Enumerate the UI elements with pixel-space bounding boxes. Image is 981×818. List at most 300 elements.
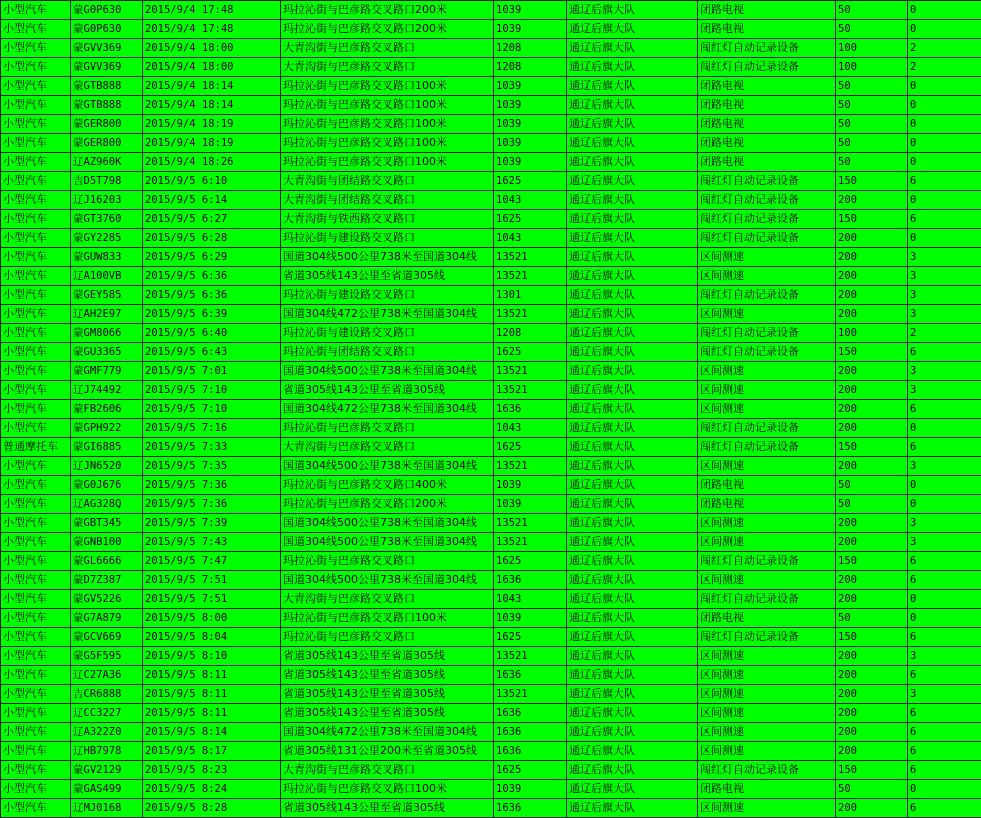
cell-department[interactable]: 通辽后旗大队 xyxy=(567,704,698,723)
cell-capture-device[interactable]: 闯红灯自动记录设备 xyxy=(698,628,836,647)
cell-department[interactable]: 通辽后旗大队 xyxy=(567,514,698,533)
cell-violation-time[interactable]: 2015/9/5 6:29 xyxy=(143,248,281,267)
cell-plate-number[interactable]: 吉CR6888 xyxy=(71,685,143,704)
cell-points[interactable]: 0 xyxy=(908,780,981,799)
cell-violation-code[interactable]: 1039 xyxy=(494,77,567,96)
cell-points[interactable]: 0 xyxy=(908,590,981,609)
cell-vehicle-type[interactable]: 小型汽车 xyxy=(1,115,71,134)
cell-points[interactable]: 2 xyxy=(908,58,981,77)
cell-capture-device[interactable]: 区间测速 xyxy=(698,799,836,818)
cell-vehicle-type[interactable]: 小型汽车 xyxy=(1,400,71,419)
cell-location[interactable]: 玛拉沁街与巴彦路交叉路口100米 xyxy=(281,134,494,153)
cell-violation-code[interactable]: 1625 xyxy=(494,210,567,229)
cell-violation-code[interactable]: 1039 xyxy=(494,96,567,115)
cell-points[interactable]: 3 xyxy=(908,267,981,286)
cell-fine-amount[interactable]: 150 xyxy=(836,628,908,647)
cell-capture-device[interactable]: 区间测速 xyxy=(698,571,836,590)
cell-location[interactable]: 省道305线143公里至省道305线 xyxy=(281,666,494,685)
cell-violation-code[interactable]: 1039 xyxy=(494,495,567,514)
cell-violation-time[interactable]: 2015/9/5 6:40 xyxy=(143,324,281,343)
cell-department[interactable]: 通辽后旗大队 xyxy=(567,628,698,647)
cell-vehicle-type[interactable]: 小型汽车 xyxy=(1,476,71,495)
cell-violation-code[interactable]: 1039 xyxy=(494,476,567,495)
cell-vehicle-type[interactable]: 小型汽车 xyxy=(1,552,71,571)
cell-fine-amount[interactable]: 200 xyxy=(836,305,908,324)
cell-location[interactable]: 国道304线472公里738米至国道304线 xyxy=(281,400,494,419)
cell-department[interactable]: 通辽后旗大队 xyxy=(567,590,698,609)
cell-plate-number[interactable]: 蒙GMF779 xyxy=(71,362,143,381)
cell-plate-number[interactable]: 蒙GEY585 xyxy=(71,286,143,305)
cell-capture-device[interactable]: 闭路电视 xyxy=(698,609,836,628)
cell-fine-amount[interactable]: 50 xyxy=(836,609,908,628)
cell-violation-time[interactable]: 2015/9/5 6:14 xyxy=(143,191,281,210)
cell-violation-code[interactable]: 1636 xyxy=(494,742,567,761)
cell-points[interactable]: 6 xyxy=(908,343,981,362)
cell-violation-time[interactable]: 2015/9/5 7:16 xyxy=(143,419,281,438)
cell-location[interactable]: 国道304线500公里738米至国道304线 xyxy=(281,533,494,552)
cell-location[interactable]: 大青沟街与巴彦路交叉路口 xyxy=(281,58,494,77)
cell-location[interactable]: 省道305线143公里至省道305线 xyxy=(281,267,494,286)
cell-capture-device[interactable]: 闯红灯自动记录设备 xyxy=(698,58,836,77)
cell-plate-number[interactable]: 蒙GAS499 xyxy=(71,780,143,799)
cell-violation-code[interactable]: 1208 xyxy=(494,39,567,58)
cell-department[interactable]: 通辽后旗大队 xyxy=(567,799,698,818)
cell-violation-time[interactable]: 2015/9/5 8:04 xyxy=(143,628,281,647)
cell-points[interactable]: 0 xyxy=(908,134,981,153)
cell-vehicle-type[interactable]: 小型汽车 xyxy=(1,723,71,742)
cell-location[interactable]: 大青沟街与巴彦路交叉路口 xyxy=(281,438,494,457)
cell-department[interactable]: 通辽后旗大队 xyxy=(567,381,698,400)
cell-points[interactable]: 0 xyxy=(908,96,981,115)
cell-department[interactable]: 通辽后旗大队 xyxy=(567,609,698,628)
cell-plate-number[interactable]: 蒙FB2606 xyxy=(71,400,143,419)
cell-department[interactable]: 通辽后旗大队 xyxy=(567,647,698,666)
cell-violation-time[interactable]: 2015/9/5 8:14 xyxy=(143,723,281,742)
cell-location[interactable]: 省道305线143公里至省道305线 xyxy=(281,685,494,704)
cell-violation-time[interactable]: 2015/9/5 8:11 xyxy=(143,704,281,723)
cell-vehicle-type[interactable]: 小型汽车 xyxy=(1,229,71,248)
cell-vehicle-type[interactable]: 小型汽车 xyxy=(1,571,71,590)
cell-plate-number[interactable]: 蒙GUW833 xyxy=(71,248,143,267)
cell-location[interactable]: 玛拉沁街与建设路交叉路口 xyxy=(281,286,494,305)
cell-points[interactable]: 0 xyxy=(908,229,981,248)
cell-points[interactable]: 0 xyxy=(908,1,981,20)
cell-plate-number[interactable]: 蒙GM8066 xyxy=(71,324,143,343)
cell-violation-time[interactable]: 2015/9/4 18:19 xyxy=(143,134,281,153)
cell-fine-amount[interactable]: 150 xyxy=(836,552,908,571)
cell-points[interactable]: 6 xyxy=(908,742,981,761)
cell-vehicle-type[interactable]: 小型汽车 xyxy=(1,248,71,267)
cell-department[interactable]: 通辽后旗大队 xyxy=(567,210,698,229)
cell-plate-number[interactable]: 辽MJ0168 xyxy=(71,799,143,818)
cell-department[interactable]: 通辽后旗大队 xyxy=(567,533,698,552)
cell-plate-number[interactable]: 蒙GTB888 xyxy=(71,96,143,115)
cell-points[interactable]: 6 xyxy=(908,438,981,457)
cell-capture-device[interactable]: 闯红灯自动记录设备 xyxy=(698,210,836,229)
cell-vehicle-type[interactable]: 小型汽车 xyxy=(1,533,71,552)
cell-department[interactable]: 通辽后旗大队 xyxy=(567,419,698,438)
cell-violation-code[interactable]: 1039 xyxy=(494,20,567,39)
cell-points[interactable]: 3 xyxy=(908,647,981,666)
cell-violation-code[interactable]: 1625 xyxy=(494,761,567,780)
cell-vehicle-type[interactable]: 小型汽车 xyxy=(1,495,71,514)
cell-department[interactable]: 通辽后旗大队 xyxy=(567,552,698,571)
cell-vehicle-type[interactable]: 小型汽车 xyxy=(1,381,71,400)
cell-points[interactable]: 3 xyxy=(908,457,981,476)
cell-location[interactable]: 玛拉沁街与巴彦路交叉路口100米 xyxy=(281,77,494,96)
cell-fine-amount[interactable]: 200 xyxy=(836,799,908,818)
cell-vehicle-type[interactable]: 小型汽车 xyxy=(1,647,71,666)
cell-fine-amount[interactable]: 200 xyxy=(836,381,908,400)
cell-department[interactable]: 通辽后旗大队 xyxy=(567,248,698,267)
cell-department[interactable]: 通辽后旗大队 xyxy=(567,723,698,742)
cell-points[interactable]: 3 xyxy=(908,381,981,400)
cell-violation-code[interactable]: 1043 xyxy=(494,419,567,438)
cell-violation-time[interactable]: 2015/9/5 8:11 xyxy=(143,685,281,704)
cell-violation-code[interactable]: 1636 xyxy=(494,799,567,818)
cell-fine-amount[interactable]: 200 xyxy=(836,723,908,742)
cell-fine-amount[interactable]: 150 xyxy=(836,438,908,457)
cell-location[interactable]: 省道305线143公里至省道305线 xyxy=(281,647,494,666)
cell-department[interactable]: 通辽后旗大队 xyxy=(567,20,698,39)
cell-vehicle-type[interactable]: 小型汽车 xyxy=(1,457,71,476)
cell-fine-amount[interactable]: 50 xyxy=(836,476,908,495)
cell-plate-number[interactable]: 辽CC3227 xyxy=(71,704,143,723)
cell-capture-device[interactable]: 区间测速 xyxy=(698,533,836,552)
cell-department[interactable]: 通辽后旗大队 xyxy=(567,305,698,324)
cell-capture-device[interactable]: 闯红灯自动记录设备 xyxy=(698,590,836,609)
cell-department[interactable]: 通辽后旗大队 xyxy=(567,742,698,761)
cell-capture-device[interactable]: 闭路电视 xyxy=(698,780,836,799)
cell-violation-code[interactable]: 13521 xyxy=(494,647,567,666)
cell-fine-amount[interactable]: 150 xyxy=(836,761,908,780)
cell-violation-code[interactable]: 1636 xyxy=(494,400,567,419)
cell-department[interactable]: 通辽后旗大队 xyxy=(567,457,698,476)
cell-violation-code[interactable]: 1636 xyxy=(494,571,567,590)
cell-department[interactable]: 通辽后旗大队 xyxy=(567,495,698,514)
cell-vehicle-type[interactable]: 小型汽车 xyxy=(1,20,71,39)
cell-vehicle-type[interactable]: 小型汽车 xyxy=(1,362,71,381)
cell-capture-device[interactable]: 闯红灯自动记录设备 xyxy=(698,191,836,210)
cell-vehicle-type[interactable]: 小型汽车 xyxy=(1,514,71,533)
cell-location[interactable]: 大青沟街与巴彦路交叉路口 xyxy=(281,590,494,609)
cell-location[interactable]: 玛拉沁街与巴彦路交叉路口100米 xyxy=(281,115,494,134)
cell-points[interactable]: 6 xyxy=(908,552,981,571)
cell-location[interactable]: 玛拉沁街与巴彦路交叉路口100米 xyxy=(281,153,494,172)
cell-points[interactable]: 2 xyxy=(908,324,981,343)
cell-points[interactable]: 6 xyxy=(908,210,981,229)
cell-location[interactable]: 玛拉沁街与巴彦路交叉路口100米 xyxy=(281,609,494,628)
cell-vehicle-type[interactable]: 小型汽车 xyxy=(1,210,71,229)
cell-points[interactable]: 6 xyxy=(908,761,981,780)
cell-plate-number[interactable]: 吉D5T798 xyxy=(71,172,143,191)
cell-vehicle-type[interactable]: 小型汽车 xyxy=(1,267,71,286)
cell-plate-number[interactable]: 蒙GCV669 xyxy=(71,628,143,647)
cell-location[interactable]: 大青沟街与巴彦路交叉路口 xyxy=(281,761,494,780)
cell-capture-device[interactable]: 区间测速 xyxy=(698,457,836,476)
cell-vehicle-type[interactable]: 小型汽车 xyxy=(1,58,71,77)
cell-vehicle-type[interactable]: 小型汽车 xyxy=(1,96,71,115)
cell-plate-number[interactable]: 蒙GV5226 xyxy=(71,590,143,609)
cell-plate-number[interactable]: 蒙GER800 xyxy=(71,134,143,153)
cell-plate-number[interactable]: 辽AH2E97 xyxy=(71,305,143,324)
cell-fine-amount[interactable]: 150 xyxy=(836,172,908,191)
cell-fine-amount[interactable]: 200 xyxy=(836,267,908,286)
cell-department[interactable]: 通辽后旗大队 xyxy=(567,362,698,381)
cell-fine-amount[interactable]: 100 xyxy=(836,324,908,343)
cell-department[interactable]: 通辽后旗大队 xyxy=(567,761,698,780)
cell-violation-time[interactable]: 2015/9/5 8:23 xyxy=(143,761,281,780)
cell-violation-code[interactable]: 1301 xyxy=(494,286,567,305)
cell-violation-time[interactable]: 2015/9/5 6:39 xyxy=(143,305,281,324)
cell-violation-time[interactable]: 2015/9/5 6:10 xyxy=(143,172,281,191)
cell-fine-amount[interactable]: 200 xyxy=(836,248,908,267)
cell-fine-amount[interactable]: 200 xyxy=(836,229,908,248)
cell-plate-number[interactable]: 蒙G0J676 xyxy=(71,476,143,495)
cell-violation-time[interactable]: 2015/9/5 7:51 xyxy=(143,571,281,590)
cell-location[interactable]: 国道304线500公里738米至国道304线 xyxy=(281,248,494,267)
cell-violation-time[interactable]: 2015/9/5 7:10 xyxy=(143,400,281,419)
cell-fine-amount[interactable]: 200 xyxy=(836,704,908,723)
cell-department[interactable]: 通辽后旗大队 xyxy=(567,191,698,210)
cell-violation-code[interactable]: 13521 xyxy=(494,381,567,400)
cell-capture-device[interactable]: 闭路电视 xyxy=(698,134,836,153)
cell-location[interactable]: 省道305线143公里至省道305线 xyxy=(281,381,494,400)
cell-capture-device[interactable]: 闭路电视 xyxy=(698,77,836,96)
cell-vehicle-type[interactable]: 小型汽车 xyxy=(1,39,71,58)
cell-department[interactable]: 通辽后旗大队 xyxy=(567,153,698,172)
cell-department[interactable]: 通辽后旗大队 xyxy=(567,39,698,58)
cell-vehicle-type[interactable]: 普通摩托车 xyxy=(1,438,71,457)
cell-plate-number[interactable]: 辽J74492 xyxy=(71,381,143,400)
cell-points[interactable]: 6 xyxy=(908,666,981,685)
cell-location[interactable]: 玛拉沁街与建设路交叉路口 xyxy=(281,229,494,248)
cell-vehicle-type[interactable]: 小型汽车 xyxy=(1,324,71,343)
cell-department[interactable]: 通辽后旗大队 xyxy=(567,172,698,191)
cell-fine-amount[interactable]: 50 xyxy=(836,1,908,20)
cell-violation-code[interactable]: 1039 xyxy=(494,153,567,172)
cell-vehicle-type[interactable]: 小型汽车 xyxy=(1,191,71,210)
cell-plate-number[interactable]: 蒙GVV369 xyxy=(71,39,143,58)
cell-plate-number[interactable]: 蒙GBT345 xyxy=(71,514,143,533)
cell-capture-device[interactable]: 闭路电视 xyxy=(698,115,836,134)
cell-fine-amount[interactable]: 200 xyxy=(836,362,908,381)
cell-points[interactable]: 0 xyxy=(908,191,981,210)
cell-department[interactable]: 通辽后旗大队 xyxy=(567,476,698,495)
cell-fine-amount[interactable]: 200 xyxy=(836,514,908,533)
cell-violation-code[interactable]: 1039 xyxy=(494,1,567,20)
cell-fine-amount[interactable]: 200 xyxy=(836,647,908,666)
cell-fine-amount[interactable]: 50 xyxy=(836,115,908,134)
cell-location[interactable]: 玛拉沁街与巴彦路交叉路口100米 xyxy=(281,780,494,799)
cell-vehicle-type[interactable]: 小型汽车 xyxy=(1,286,71,305)
cell-points[interactable]: 3 xyxy=(908,514,981,533)
cell-location[interactable]: 玛拉沁街与团结路交叉路口 xyxy=(281,343,494,362)
cell-department[interactable]: 通辽后旗大队 xyxy=(567,438,698,457)
cell-fine-amount[interactable]: 200 xyxy=(836,457,908,476)
cell-capture-device[interactable]: 区间测速 xyxy=(698,248,836,267)
cell-location[interactable]: 国道304线500公里738米至国道304线 xyxy=(281,362,494,381)
cell-violation-code[interactable]: 1208 xyxy=(494,324,567,343)
cell-violation-time[interactable]: 2015/9/4 18:14 xyxy=(143,77,281,96)
cell-violation-time[interactable]: 2015/9/5 7:10 xyxy=(143,381,281,400)
cell-points[interactable]: 3 xyxy=(908,305,981,324)
cell-plate-number[interactable]: 蒙G5F595 xyxy=(71,647,143,666)
cell-vehicle-type[interactable]: 小型汽车 xyxy=(1,590,71,609)
cell-fine-amount[interactable]: 50 xyxy=(836,20,908,39)
cell-location[interactable]: 玛拉沁街与巴彦路交叉路口 xyxy=(281,628,494,647)
cell-vehicle-type[interactable]: 小型汽车 xyxy=(1,609,71,628)
cell-fine-amount[interactable]: 200 xyxy=(836,533,908,552)
cell-plate-number[interactable]: 蒙G0P630 xyxy=(71,1,143,20)
cell-fine-amount[interactable]: 50 xyxy=(836,153,908,172)
cell-department[interactable]: 通辽后旗大队 xyxy=(567,77,698,96)
cell-fine-amount[interactable]: 200 xyxy=(836,286,908,305)
cell-violation-code[interactable]: 13521 xyxy=(494,362,567,381)
cell-points[interactable]: 0 xyxy=(908,495,981,514)
cell-capture-device[interactable]: 闯红灯自动记录设备 xyxy=(698,39,836,58)
cell-fine-amount[interactable]: 150 xyxy=(836,343,908,362)
cell-plate-number[interactable]: 蒙GV2129 xyxy=(71,761,143,780)
cell-location[interactable]: 玛拉沁街与巴彦路交叉路口 xyxy=(281,419,494,438)
cell-fine-amount[interactable]: 50 xyxy=(836,77,908,96)
cell-department[interactable]: 通辽后旗大队 xyxy=(567,343,698,362)
cell-violation-time[interactable]: 2015/9/5 7:33 xyxy=(143,438,281,457)
cell-plate-number[interactable]: 辽HB7978 xyxy=(71,742,143,761)
cell-violation-code[interactable]: 1625 xyxy=(494,552,567,571)
cell-violation-time[interactable]: 2015/9/5 8:10 xyxy=(143,647,281,666)
cell-vehicle-type[interactable]: 小型汽车 xyxy=(1,305,71,324)
cell-violation-code[interactable]: 13521 xyxy=(494,267,567,286)
cell-fine-amount[interactable]: 200 xyxy=(836,590,908,609)
cell-points[interactable]: 3 xyxy=(908,533,981,552)
cell-capture-device[interactable]: 区间测速 xyxy=(698,723,836,742)
cell-violation-time[interactable]: 2015/9/5 7:35 xyxy=(143,457,281,476)
cell-location[interactable]: 大青沟街与铁西路交叉路口 xyxy=(281,210,494,229)
cell-violation-time[interactable]: 2015/9/5 6:43 xyxy=(143,343,281,362)
cell-violation-time[interactable]: 2015/9/5 8:11 xyxy=(143,666,281,685)
cell-vehicle-type[interactable]: 小型汽车 xyxy=(1,704,71,723)
cell-violation-code[interactable]: 1636 xyxy=(494,666,567,685)
cell-points[interactable]: 6 xyxy=(908,628,981,647)
cell-violation-time[interactable]: 2015/9/5 6:36 xyxy=(143,267,281,286)
cell-department[interactable]: 通辽后旗大队 xyxy=(567,134,698,153)
cell-capture-device[interactable]: 闭路电视 xyxy=(698,1,836,20)
cell-points[interactable]: 3 xyxy=(908,248,981,267)
cell-capture-device[interactable]: 区间测速 xyxy=(698,305,836,324)
cell-violation-code[interactable]: 13521 xyxy=(494,305,567,324)
cell-violation-time[interactable]: 2015/9/5 7:39 xyxy=(143,514,281,533)
cell-capture-device[interactable]: 区间测速 xyxy=(698,362,836,381)
cell-vehicle-type[interactable]: 小型汽车 xyxy=(1,742,71,761)
cell-points[interactable]: 3 xyxy=(908,685,981,704)
cell-location[interactable]: 省道305线131公里200米至省道305线 xyxy=(281,742,494,761)
cell-vehicle-type[interactable]: 小型汽车 xyxy=(1,419,71,438)
cell-violation-code[interactable]: 1043 xyxy=(494,191,567,210)
cell-points[interactable]: 6 xyxy=(908,571,981,590)
cell-plate-number[interactable]: 辽J16203 xyxy=(71,191,143,210)
cell-points[interactable]: 6 xyxy=(908,799,981,818)
cell-fine-amount[interactable]: 200 xyxy=(836,685,908,704)
cell-points[interactable]: 2 xyxy=(908,39,981,58)
cell-violation-time[interactable]: 2015/9/4 18:00 xyxy=(143,39,281,58)
cell-violation-code[interactable]: 1625 xyxy=(494,172,567,191)
cell-violation-code[interactable]: 1039 xyxy=(494,134,567,153)
cell-fine-amount[interactable]: 200 xyxy=(836,742,908,761)
cell-vehicle-type[interactable]: 小型汽车 xyxy=(1,799,71,818)
cell-location[interactable]: 省道305线143公里至省道305线 xyxy=(281,704,494,723)
cell-points[interactable]: 3 xyxy=(908,362,981,381)
cell-location[interactable]: 国道304线472公里738米至国道304线 xyxy=(281,723,494,742)
cell-vehicle-type[interactable]: 小型汽车 xyxy=(1,153,71,172)
cell-department[interactable]: 通辽后旗大队 xyxy=(567,571,698,590)
cell-capture-device[interactable]: 闭路电视 xyxy=(698,96,836,115)
cell-points[interactable]: 0 xyxy=(908,419,981,438)
cell-fine-amount[interactable]: 200 xyxy=(836,400,908,419)
cell-location[interactable]: 国道304线500公里738米至国道304线 xyxy=(281,571,494,590)
cell-vehicle-type[interactable]: 小型汽车 xyxy=(1,685,71,704)
cell-capture-device[interactable]: 区间测速 xyxy=(698,267,836,286)
cell-department[interactable]: 通辽后旗大队 xyxy=(567,400,698,419)
cell-fine-amount[interactable]: 50 xyxy=(836,96,908,115)
cell-plate-number[interactable]: 蒙GT3760 xyxy=(71,210,143,229)
cell-department[interactable]: 通辽后旗大队 xyxy=(567,685,698,704)
cell-capture-device[interactable]: 闯红灯自动记录设备 xyxy=(698,172,836,191)
cell-capture-device[interactable]: 闯红灯自动记录设备 xyxy=(698,343,836,362)
cell-violation-time[interactable]: 2015/9/5 7:51 xyxy=(143,590,281,609)
cell-location[interactable]: 玛拉沁街与巴彦路交叉路口200米 xyxy=(281,1,494,20)
cell-violation-code[interactable]: 1636 xyxy=(494,723,567,742)
cell-plate-number[interactable]: 辽AZ960K xyxy=(71,153,143,172)
cell-fine-amount[interactable]: 50 xyxy=(836,134,908,153)
cell-violation-time[interactable]: 2015/9/4 18:00 xyxy=(143,58,281,77)
cell-plate-number[interactable]: 蒙G7A879 xyxy=(71,609,143,628)
cell-capture-device[interactable]: 区间测速 xyxy=(698,704,836,723)
cell-capture-device[interactable]: 区间测速 xyxy=(698,381,836,400)
cell-department[interactable]: 通辽后旗大队 xyxy=(567,780,698,799)
cell-vehicle-type[interactable]: 小型汽车 xyxy=(1,780,71,799)
cell-capture-device[interactable]: 闭路电视 xyxy=(698,20,836,39)
cell-violation-code[interactable]: 13521 xyxy=(494,533,567,552)
cell-fine-amount[interactable]: 100 xyxy=(836,58,908,77)
cell-plate-number[interactable]: 蒙GY2285 xyxy=(71,229,143,248)
cell-fine-amount[interactable]: 200 xyxy=(836,191,908,210)
cell-department[interactable]: 通辽后旗大队 xyxy=(567,58,698,77)
cell-department[interactable]: 通辽后旗大队 xyxy=(567,286,698,305)
cell-capture-device[interactable]: 闯红灯自动记录设备 xyxy=(698,286,836,305)
cell-vehicle-type[interactable]: 小型汽车 xyxy=(1,343,71,362)
cell-capture-device[interactable]: 闯红灯自动记录设备 xyxy=(698,324,836,343)
cell-capture-device[interactable]: 闯红灯自动记录设备 xyxy=(698,419,836,438)
cell-location[interactable]: 国道304线472公里738米至国道304线 xyxy=(281,305,494,324)
cell-plate-number[interactable]: 蒙GER800 xyxy=(71,115,143,134)
cell-violation-code[interactable]: 1208 xyxy=(494,58,567,77)
cell-location[interactable]: 玛拉沁街与巴彦路交叉路口100米 xyxy=(281,96,494,115)
cell-points[interactable]: 0 xyxy=(908,153,981,172)
cell-points[interactable]: 0 xyxy=(908,20,981,39)
cell-capture-device[interactable]: 闭路电视 xyxy=(698,495,836,514)
cell-department[interactable]: 通辽后旗大队 xyxy=(567,96,698,115)
cell-violation-time[interactable]: 2015/9/5 6:27 xyxy=(143,210,281,229)
cell-fine-amount[interactable]: 200 xyxy=(836,419,908,438)
cell-violation-time[interactable]: 2015/9/5 6:36 xyxy=(143,286,281,305)
cell-location[interactable]: 玛拉沁街与建设路交叉路口 xyxy=(281,324,494,343)
cell-location[interactable]: 国道304线500公里738米至国道304线 xyxy=(281,514,494,533)
cell-department[interactable]: 通辽后旗大队 xyxy=(567,324,698,343)
cell-capture-device[interactable]: 闯红灯自动记录设备 xyxy=(698,229,836,248)
cell-fine-amount[interactable]: 200 xyxy=(836,666,908,685)
cell-plate-number[interactable]: 蒙GL6666 xyxy=(71,552,143,571)
